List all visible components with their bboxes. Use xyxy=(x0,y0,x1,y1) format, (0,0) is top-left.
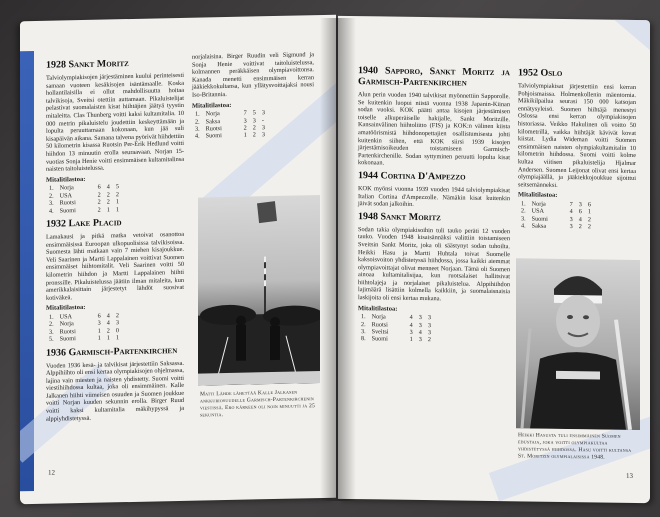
skier-portrait-drawing xyxy=(516,258,640,430)
book-gutter xyxy=(320,18,356,501)
skier-portrait-photo xyxy=(516,258,640,430)
table-row: 1. Norja 4 3 3 xyxy=(361,313,431,322)
section-title: 1932 Lake Placid xyxy=(46,217,122,230)
left-col-2 xyxy=(192,51,314,144)
page-number: 13 xyxy=(626,471,633,480)
section-title: 1944 Cortina D'Ampezzo xyxy=(358,170,466,183)
table-row: 1. Norja 6 4 5 xyxy=(49,183,119,193)
photo-caption: Matti Lähde lähettää Kalle Jalkasen ankkuriosuudelle Garmisch-Partenkirchenin viestissä. Ero kärkeen oli noin minuutti ja 25 sekuntia. xyxy=(200,389,315,419)
medal-table xyxy=(192,109,268,140)
medal-table-title: Mitalitilastoa: xyxy=(46,304,86,313)
section-title: 1948 Sankt Moritz xyxy=(358,210,441,223)
open-book xyxy=(20,18,652,501)
right-page xyxy=(338,16,650,503)
table-row: 3. Sveitsi 3 4 3 xyxy=(361,328,431,337)
section-text: Talviolympiakisojen järjestäminen kuului perinteisesti samaan vuoteen kesäkisojen isäntämaalle. Koska hollantilaisilla ei ollut mahdollisuutta hoitaa talvikisoja, Sveitsi otettiin auttamaan. Pikaluistelijat pelastivat suomalaisten kisat hiihtäjien jäätyä tyystin mitaleitta. Clas Thunberg voitti kaksi kultamitalia. 10 000 metrin pikaluistelu joudettiin keskeyttämään ja lopulta peruuttamaan kokonaan, kun jää suli kisapäivän aikana. Samana talvena pyörivät hiihdettiin 50 kilometrin kisassa Ruotsin Per-Erik Hedlund voitti hiihdon 13 minuutin erolla seuraavaan. Norjan 15-vuotias Sonja Henie voitti ensimmäisen kultamitalinsa naisten taitoluistelussa. xyxy=(46,71,184,173)
section-text: KOK myönsi vuonna 1939 vuoden 1944 talviolympiakisat Italian Cortina d'Ampezzolle. Nämäkin kisat kuitenkin jäivät sodan jalkoihin. xyxy=(358,185,510,209)
medal-table-title: Mitalitilastoa: xyxy=(358,304,398,313)
section-title: 1936 Garmisch-Partenkirchen xyxy=(46,344,178,359)
table-row: 3. Ruotsi 2 2 3 xyxy=(195,124,265,133)
table-row: 1. Norja 7 3 6 xyxy=(521,200,591,209)
section-text: Vuoden 1936 kesä- ja talvikisat järjestettiin Saksassa. Alppihiihto oli ensi kertaa olympiakisojen ohjelmassa, lajina vain miesten ja naisten yhdistetty. Suomi voitti viestihiihdossa kultaa, joka oli ensimmäinen. Kalle Jalkanen hiihti viimeisen osuuden ja Suomen joukkue voitti Norjan kuuden sekunnin erolla. Birger Ruud voitti kaksi kultamitalia mäkihypyssä ja alppiyhdistetyssä. xyxy=(46,359,184,423)
photo-caption: Heikki Hasusta tuli ensimmäinen Suomen edustaja, joka voitti olympiakultaa yhdistetyssä hiihdossa. Hasu voitti kultansa St. Moritzin olympialaisissa 1948. xyxy=(518,432,632,461)
table-row: 2. Ruotsi 4 3 3 xyxy=(361,320,431,329)
table-row: 2. Saksa 3 3 - xyxy=(195,116,264,126)
table-row: 2. Norja 3 4 3 xyxy=(49,319,119,328)
table-row: 4. Saksa 3 2 2 xyxy=(521,222,591,231)
table-row: 4. Suomi 2 1 1 xyxy=(49,205,119,215)
section-text: Alun perin vuoden 1940 talvikisat myönnettiin Sapporolle. Se kuitenkin luopui niistä vuonna 1938 Japanin-Kiinan sodan vuoksi. KOK päätti antaa kisojen järjestämisen toiselle alkuperäiselle hakijalle, Sankt Moritzille. Kansainvälinen hiihtoliitto (FIS) ja KOK:n välinen kiista amatöörismistä hiihdonopettajien osallistumisesta johti kuitenkin siihen, että KOK siirsi 1939 kisojen järjestämisoikeuden toistamiseen Garmisch-Partenkirchenille. Sodan syttyminen peruutti lopulta kisat kokonaan. xyxy=(358,91,510,167)
ski-relay-photo-drawing xyxy=(198,195,320,386)
medal-table xyxy=(518,200,594,231)
medal-table xyxy=(46,312,122,343)
left-page xyxy=(20,15,336,505)
table-row: 2. USA 4 6 1 xyxy=(521,207,591,216)
right-col-1 xyxy=(358,62,510,349)
table-row: 1. USA 6 4 2 xyxy=(49,312,119,321)
section-text: Lamakausi ja pitkä matka vetoivat osanottoa ensimmäisissä Euroopan ulkopuolisissa talvikisoissa. Suomesta lähti matkaan vain 7 miehen kisajoukkue. Veli Saarinen ja Martti Lappalainen voittivat Suomen ensimmäiset hiihtomitalit. Veli Saarinen voitti 50 kilometrin hiihdon ja Martti Lappalainen hiihti pronssille. Pikaluistelussa jäätiin ilman mitaleita, kun amerikkalaisittain järjestetyt lähdöt suosivat kotiväkeä. xyxy=(46,230,184,302)
table-row: 2. USA 2 2 2 xyxy=(49,190,119,200)
right-col-2 xyxy=(518,64,636,235)
table-row: 3. Ruotsi 2 2 1 xyxy=(49,198,119,207)
medal-table-title: Mitalitilastoa: xyxy=(192,101,232,110)
table-row: 3. Ruotsi 1 2 0 xyxy=(49,326,119,336)
medal-table-title: Mitalitilastoa: xyxy=(518,191,558,200)
section-title: 1952 Oslo xyxy=(518,67,563,79)
table-row: 5. Suomi 1 1 1 xyxy=(49,334,119,343)
section-text: Sodan takia olympiakisoihin tuli tauko peräti 12 vuoden tauko. Vuoden 1948 kisaisännäksi valittiin toistamiseen Sveitsin Sankt Moritz, joka oli säästynyt sodan tuhoilta. Heikki Hasu ja Martti Huhtala toivat Suomelle kaksoisvoiton yhdistetyssä hiihdossa, jossa kaikki aiemmat olympiavoittajat olivat menneet Norjaan. Tämä oli Suomen ainoaa kultamitalisijaa, kun ruotsalaiset hallitsivat hiihtolajeja ja norjalaiset pikaluistelua. Alppihiihdon lajimäärä lisättiin kolmella kaikkiin, ja suomalaisnaisia laskijoita oli ensi kertaa mukana. xyxy=(358,225,510,303)
left-col-1 xyxy=(46,54,184,425)
table-row: 4. Suomi 1 2 3 xyxy=(195,131,265,141)
table-row: 1. Norja 7 5 3 xyxy=(195,109,265,118)
ski-relay-photo xyxy=(198,195,320,386)
section-text: Talviolympiakisat järjestettiin ensi kerran Pohjoismaissa. Holmenkollenin mäentornia. Mäkikilpailua seurasi 150 000 katsojan ennätysyleisö. Suomen hiihtäjä menestyi Oslossa ensi kerran olympiakisojen historiassa. Veikko Hakulinen oli voitto 50 kilometrillä, vaikka hiihtäjät kävivät kovat kiistat. Lydia Wideman voitti Suomen ensimmäisen naisten olympiakultamitalin 10 kilometrin hiihdossa. Suomi voitti kolme kultaa viitisen pikaluistelija Hjalmar Andersen. Suomen Leijonat olivat ensi kertaa olympiajäällä, ja jääkiekkojoukkue sijoittui seitsemänneksi. xyxy=(518,82,636,189)
page-number: 12 xyxy=(48,468,55,477)
table-row: 8. Suomi 1 3 2 xyxy=(361,335,431,344)
section-title: 1928 Sankt Moritz xyxy=(46,58,129,71)
medal-table xyxy=(358,313,434,344)
section-title: 1940 Sapporo, Sankt Moritz ja Garmisch-Partenkirchen xyxy=(358,65,510,89)
medal-table-title: Mitalitilastoa: xyxy=(46,175,86,184)
table-row: 3. Suomi 3 4 2 xyxy=(521,215,591,224)
section-text: norjalaisina. Birger Ruudin veli Sigmund ja Sonja Henie voittivat taitoluistelussa, kolmannen peräkkäisen olympiavoittonsa. Kanada menetti ensimmäisen kerran jääkiekkokultansa, kun yllätysvoittajaksi nousi Iso-Britannia. xyxy=(192,51,314,99)
medal-table xyxy=(46,183,122,214)
